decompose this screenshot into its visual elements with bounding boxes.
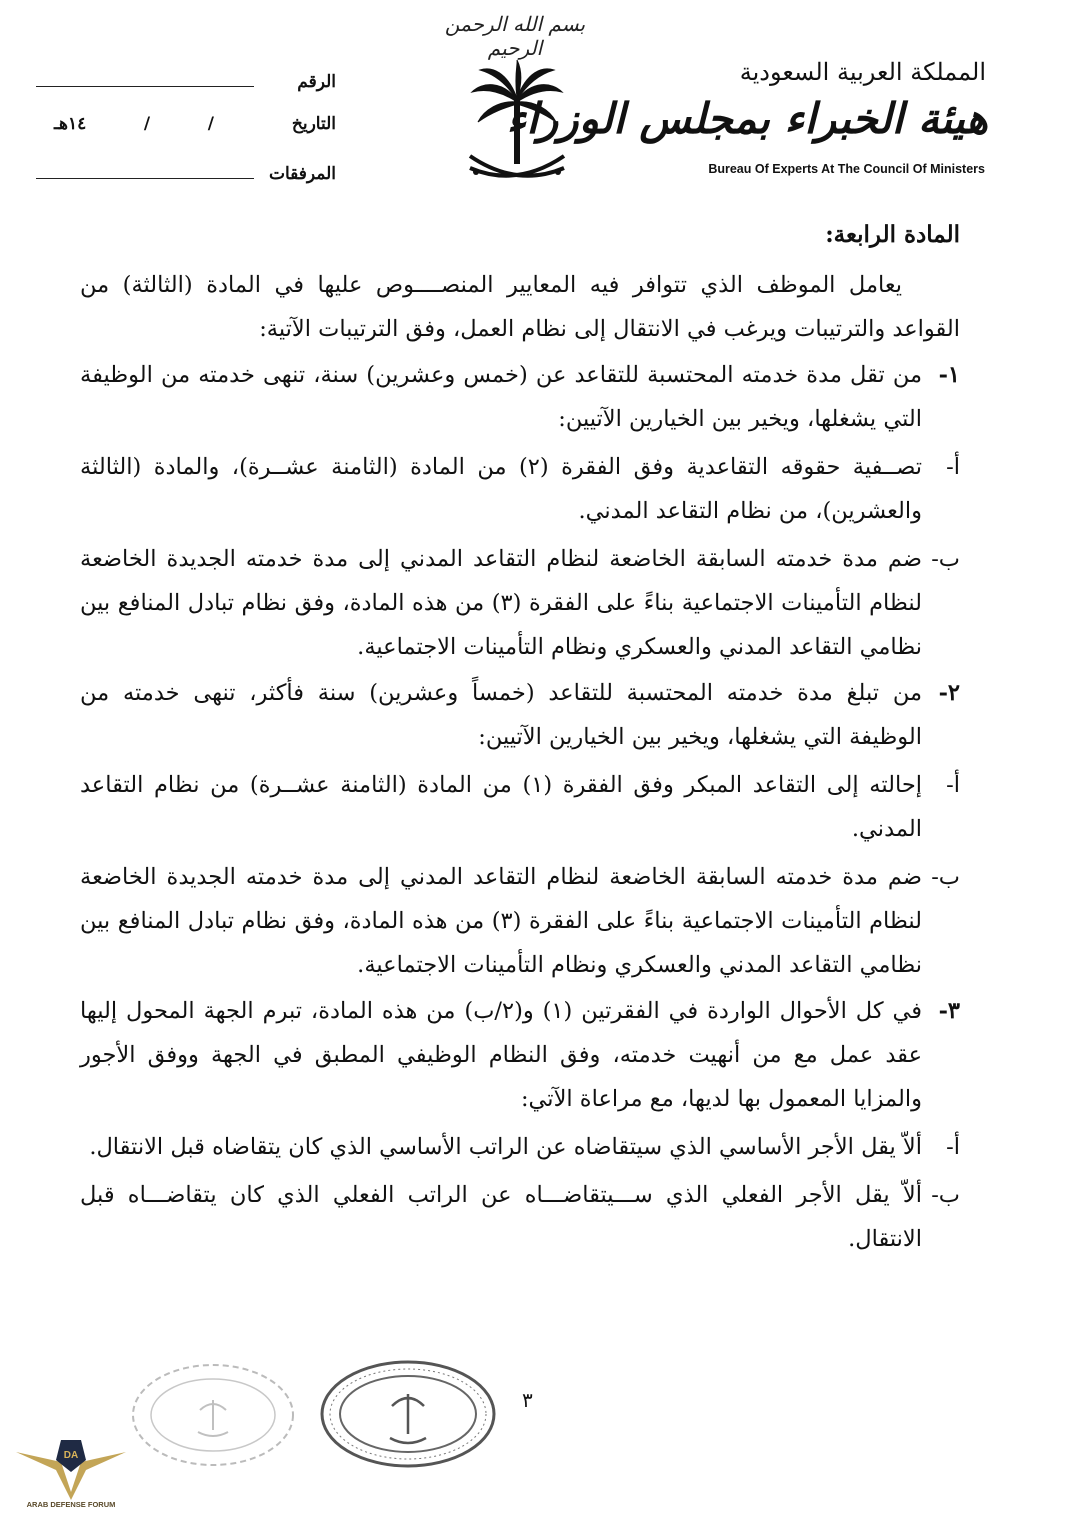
list-item bbox=[80, 989, 960, 1121]
number-row bbox=[36, 68, 336, 114]
forum-watermark bbox=[6, 1432, 136, 1522]
document-body bbox=[80, 213, 960, 1261]
page-number: ٣ bbox=[522, 1388, 533, 1412]
svg-text:DA: DA bbox=[63, 1450, 79, 1461]
sub-item-text: إحالته إلى التقاعد المبكر وفق الفقرة (١) من المادة (الثامنة عشــرة) من نظام التقاعد المدني. bbox=[80, 772, 922, 842]
sub-item-text: ألاّ يقل الأجر الفعلي الذي ســـيتقاضـــاه عن الراتب الفعلي الذي كان يتقاضـــاه قبل الانتقال. bbox=[80, 1182, 922, 1252]
bureau-name-arabic: هيئة الخبراء بمجلس الوزراء bbox=[506, 94, 988, 143]
bureau-name-english: Bureau Of Experts At The Council Of Ministers bbox=[708, 162, 985, 176]
forum-watermark-label: ARAB DEFENSE FORUM bbox=[26, 1500, 116, 1509]
attachments-line bbox=[36, 160, 254, 179]
date-value bbox=[36, 114, 254, 134]
sub-item bbox=[80, 537, 960, 669]
date-row bbox=[36, 114, 336, 160]
sub-item-text: تصــفية حقوقه التقاعدية وفق الفقرة (٢) من المادة (الثامنة عشــرة)، والمادة (الثالثة والعشرين)، من نظام التقاعد المدني. bbox=[80, 454, 923, 524]
sub-item-letter: أ- bbox=[946, 1134, 960, 1160]
date-label: التاريخ bbox=[291, 114, 336, 134]
list-item bbox=[80, 353, 960, 441]
sub-item-text: ضم مدة خدمته السابقة الخاضعة لنظام التقاعد المدني إلى مدة خدمته الجديدة الخاضعة لنظام التأمينات الاجتماعية بناءً على الفقرة (٣) من هذه المادة، وفق نظام تبادل المنافع بين نظامي التقاعد المدني والعسكري ونظام التأمينات الاجتماعية. bbox=[80, 864, 923, 978]
country-name: المملكة العربية السعودية bbox=[739, 58, 986, 86]
attachments-row bbox=[36, 160, 336, 206]
item-text: من تبلغ مدة خدمته المحتسبة للتقاعد (خمساً وعشرين) سنة فأكثر، تنهى خدمته من الوظيفة التي يشغلها، ويخير بين الخيارين الآتيين: bbox=[80, 680, 922, 750]
sub-item bbox=[80, 855, 960, 987]
sub-item bbox=[80, 1125, 960, 1169]
item-number: ١- bbox=[938, 362, 960, 388]
sub-item-letter: أ- bbox=[946, 454, 960, 480]
sub-item-letter: أ- bbox=[946, 772, 960, 798]
date-suffix: ١٤هـ bbox=[54, 114, 87, 134]
number-line bbox=[36, 68, 254, 87]
sub-item-letter: ب- bbox=[931, 1182, 960, 1208]
item-number: ٣- bbox=[938, 998, 960, 1024]
bismillah-calligraphy: بسم الله الرحمن الرحيم bbox=[444, 12, 586, 60]
item-number: ٢- bbox=[938, 680, 960, 706]
sub-item-text: ضم مدة خدمته السابقة الخاضعة لنظام التقاعد المدني إلى مدة خدمته الجديدة الخاضعة لنظام التأمينات الاجتماعية بناءً على الفقرة (٣) من هذه المادة، وفق نظام تبادل المنافع بين نظامي التقاعد المدني والعسكري ونظام التأمينات الاجتماعية. bbox=[80, 546, 923, 660]
letter-meta bbox=[36, 68, 336, 206]
list-item bbox=[80, 671, 960, 759]
article-intro: يعامل الموظف الذي تتوافر فيه المعايير المنصــــوص عليها في المادة (الثالثة) من القواعد والترتيبات ويرغب في الانتقال إلى نظام العمل، وفق الترتيبات الآتية: bbox=[80, 272, 960, 342]
attachments-label: المرفقات bbox=[268, 164, 336, 184]
number-label: الرقم bbox=[297, 72, 336, 92]
sub-item bbox=[80, 445, 960, 533]
sub-item-letter: ب- bbox=[931, 546, 960, 572]
sub-item-letter: ب- bbox=[931, 864, 960, 890]
official-seal-stamp bbox=[318, 1358, 498, 1470]
faded-seal-stamp bbox=[128, 1360, 298, 1470]
sub-item bbox=[80, 1173, 960, 1261]
article-title: المادة الرابعة: bbox=[825, 221, 960, 248]
item-text: من تقل مدة خدمته المحتسبة للتقاعد عن (خمس وعشرين) سنة، تنهى خدمته من الوظيفة التي يشغلها، ويخير بين الخيارين الآتيين: bbox=[80, 362, 922, 432]
item-text: في كل الأحوال الواردة في الفقرتين (١) و(٢/ب) من هذه المادة، تبرم الجهة المحول إليها عقد عمل مع من أنهيت خدمته، وفق النظام الوظيفي المطبق في الجهة ووفق الأجور والمزايا المعمول بها لديها، مع مراعاة الآتي: bbox=[80, 998, 923, 1112]
date-sep-2: / bbox=[143, 114, 151, 134]
sub-item bbox=[80, 763, 960, 851]
date-sep-1: / bbox=[207, 114, 214, 134]
sub-item-text: ألاّ يقل الأجر الأساسي الذي سيتقاضاه عن الراتب الأساسي الذي كان يتقاضاه قبل الانتقال. bbox=[89, 1134, 922, 1160]
forum-logo-icon bbox=[6, 1432, 136, 1502]
